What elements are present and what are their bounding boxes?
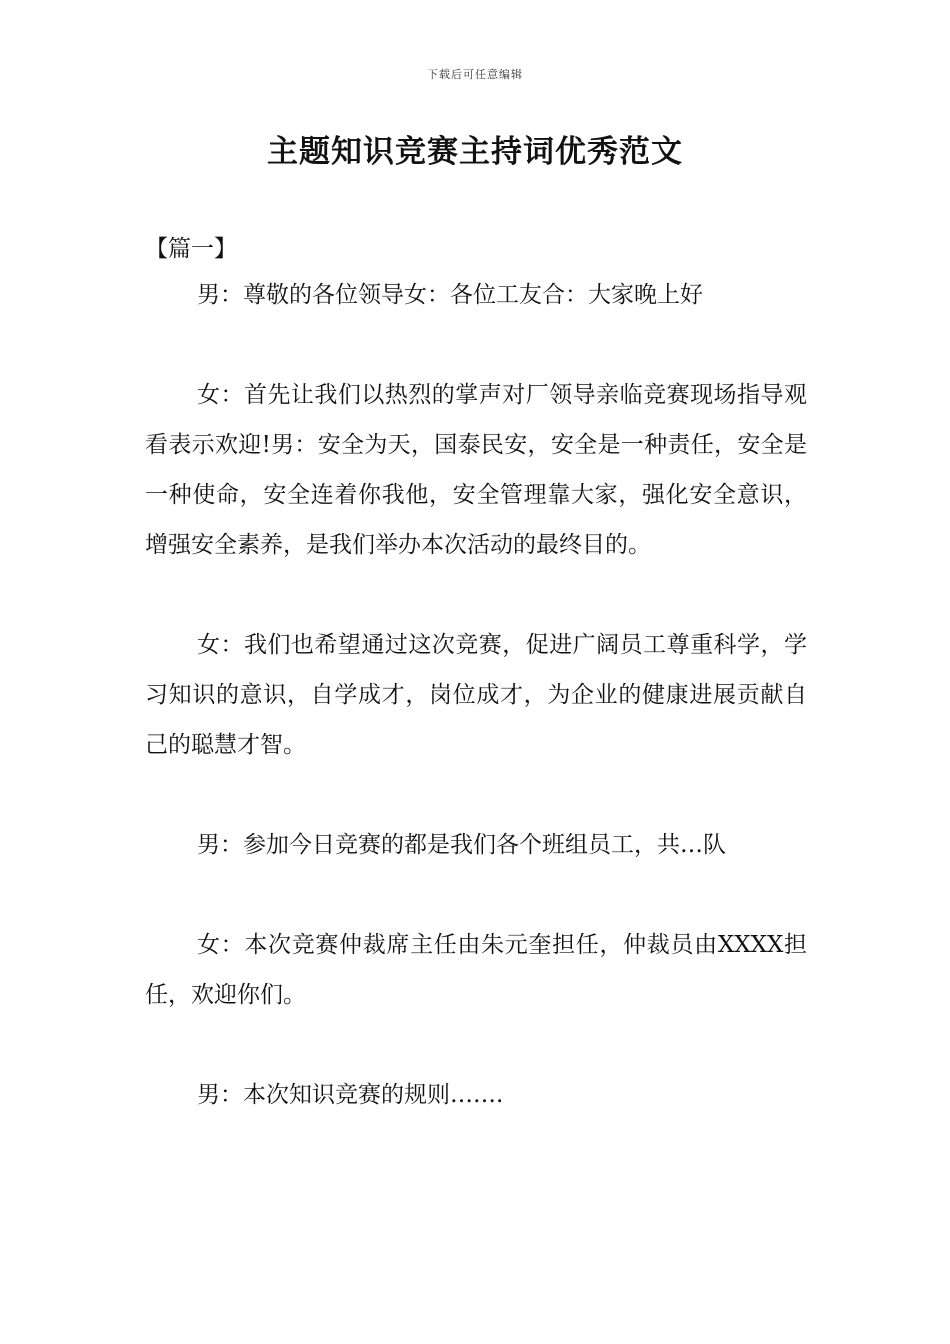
paragraph-gap: [145, 770, 807, 820]
paragraph-gap: [145, 570, 807, 620]
paragraph-arbitration: 女：本次竞赛仲裁席主任由朱元奎担任，仲裁员由XXXX担任，欢迎你们。: [145, 932, 807, 1008]
header-note: 下载后可任意编辑: [427, 68, 523, 81]
paragraph-gap: [145, 320, 807, 370]
paragraph-hope: 女：我们也希望通过这次竞赛，促进广阔员工尊重科学，学习知识的意识，自学成才，岗位成才，为企业的健康进展贡献自己的聪慧才智。: [145, 632, 807, 758]
paragraph-welcome: 女：首先让我们以热烈的掌声对厂领导亲临竞赛现场指导观看表示欢迎!男：安全为天，国泰民安，安全是一种责任，安全是一种使命，安全连着你我他，安全管理靠大家，强化安全意识，增强安全素养，是我们举办本次活动的最终目的。: [145, 382, 807, 558]
document-title: 主题知识竞赛主持词优秀范文: [267, 134, 683, 170]
document-body: [145, 228, 807, 1120]
paragraph-rules: 男：本次知识竞赛的规则…….: [197, 1082, 504, 1108]
paragraph-greeting: 男：尊敬的各位领导女：各位工友合：大家晚上好: [197, 282, 703, 308]
paragraph-gap: [145, 1020, 807, 1070]
section-label: 【篇一】: [145, 236, 237, 262]
paragraph-teams: 男：参加今日竞赛的都是我们各个班组员工，共…队: [197, 832, 726, 858]
paragraph-gap: [145, 870, 807, 920]
